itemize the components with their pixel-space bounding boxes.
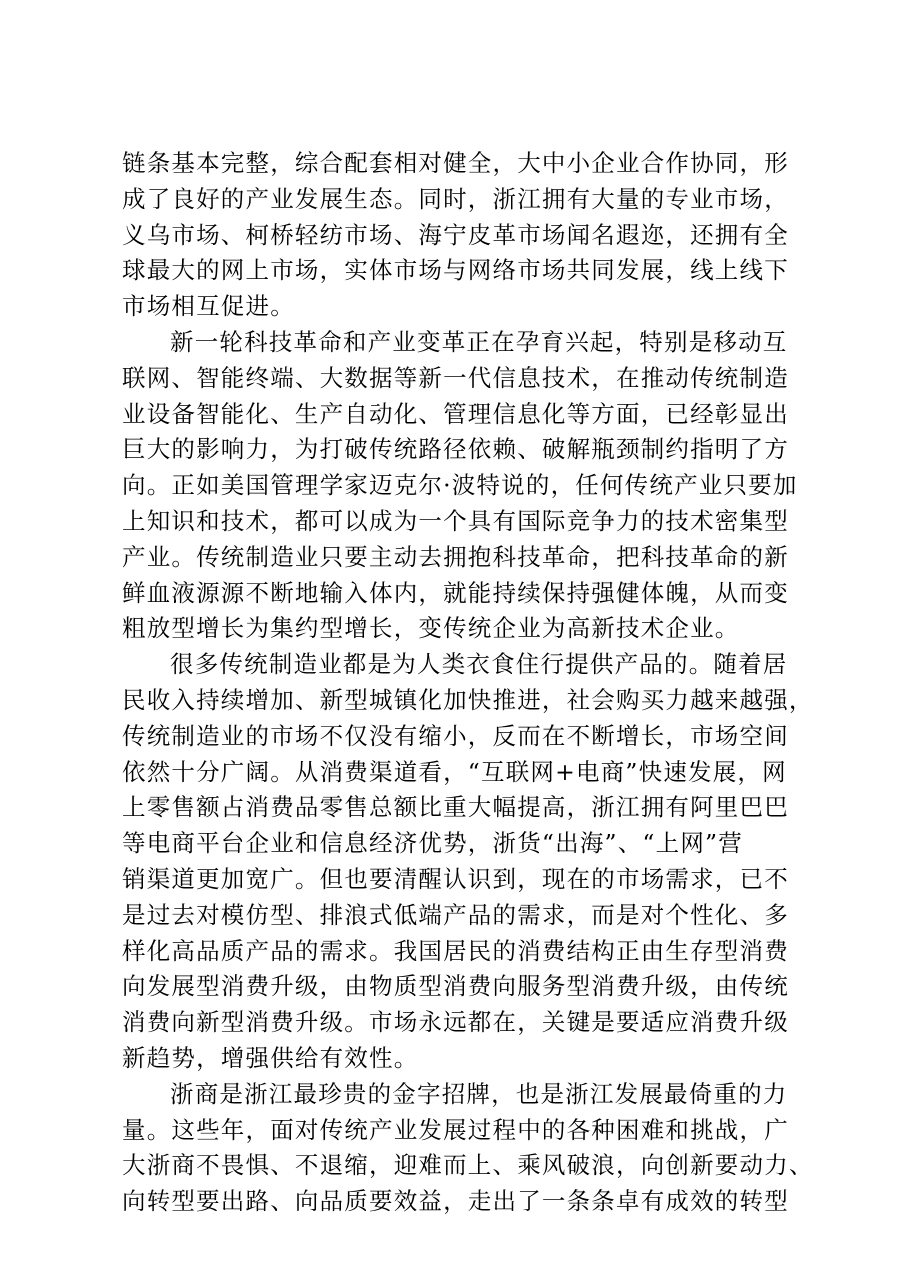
text-line: 传统制造业的市场不仅没有缩小，反而在不断增长，市场空间 xyxy=(122,721,789,750)
paragraph-first-line: 浙商是浙江最珍贵的金字招牌，也是浙江发展最倚重的力 xyxy=(170,1079,788,1108)
text-line: 市场相互促进。 xyxy=(122,292,295,321)
text-line: 链条基本完整，综合配套相对健全，大中小企业合作协同，形 xyxy=(122,149,789,177)
text-line: 向。正如美国管理学家迈克尔·波特说的，任何传统产业只要加 xyxy=(122,471,798,500)
text-line: 产业。传统制造业只要主动去拥抱科技革命，把科技革命的新 xyxy=(122,542,789,571)
text-line: 成了良好的产业发展生态。同时，浙江拥有大量的专业市场， xyxy=(122,184,789,213)
text-line: 业设备智能化、生产自动化、管理信息化等方面，已经彰显出 xyxy=(122,399,789,428)
text-line: 等电商平台企业和信息经济优势，浙货“出海”、“上网”营 xyxy=(122,829,743,858)
text-line: 量。这些年，面对传统产业发展过程中的各种困难和挑战，广 xyxy=(122,1115,789,1144)
text-line: 消费向新型消费升级。市场永远都在，关键是要适应消费升级 xyxy=(122,1008,789,1037)
text-line: 大浙商不畏惧、不退缩，迎难而上、乘风破浪，向创新要动力、 xyxy=(122,1151,814,1180)
text-line: 巨大的影响力，为打破传统路径依赖、破解瓶颈制约指明了方 xyxy=(122,435,789,464)
document-body xyxy=(122,146,814,1220)
paragraph-first-line: 很多传统制造业都是为人类衣食住行提供产品的。随着居 xyxy=(170,650,788,679)
text-line: 义乌市场、柯桥轻纺市场、海宁皮革市场闻名遐迩，还拥有全 xyxy=(122,220,789,249)
text-line: 向转型要出路、向品质要效益，走出了一条条卓有成效的转型 xyxy=(122,1187,789,1216)
text-line: 样化高品质产品的需求。我国居民的消费结构正由生存型消费 xyxy=(122,936,789,965)
text-line: 鲜血液源源不断地输入体内，就能持续保持强健体魄，从而变 xyxy=(122,578,789,607)
text-line: 粗放型增长为集约型增长，变传统企业为高新技术企业。 xyxy=(122,614,740,643)
text-line: 上知识和技术，都可以成为一个具有国际竞争力的技术密集型 xyxy=(122,506,789,535)
text-line: 销渠道更加宽广。但也要清醒认识到，现在的市场需求，已不 xyxy=(122,864,789,893)
text-line: 新趋势，增强供给有效性。 xyxy=(122,1043,419,1072)
text-line: 依然十分广阔。从消费渠道看，“互联网+电商”快速发展，网 xyxy=(122,757,787,786)
text-line: 球最大的网上市场，实体市场与网络市场共同发展，线上线下 xyxy=(122,256,789,285)
text-line: 民收入持续增加、新型城镇化加快推进，社会购买力越来越强， xyxy=(122,685,814,714)
text-line: 联网、智能终端、大数据等新一代信息技术，在推动传统制造 xyxy=(122,363,789,392)
text-line: 向发展型消费升级，由物质型消费向服务型消费升级，由传统 xyxy=(122,972,789,1001)
text-line: 上零售额占消费品零售总额比重大幅提高，浙江拥有阿里巴巴 xyxy=(122,793,789,822)
text-line: 是过去对模仿型、排浪式低端产品的需求，而是对个性化、多 xyxy=(122,900,789,929)
paragraph-first-line: 新一轮科技革命和产业变革正在孕育兴起，特别是移动互 xyxy=(170,327,788,356)
